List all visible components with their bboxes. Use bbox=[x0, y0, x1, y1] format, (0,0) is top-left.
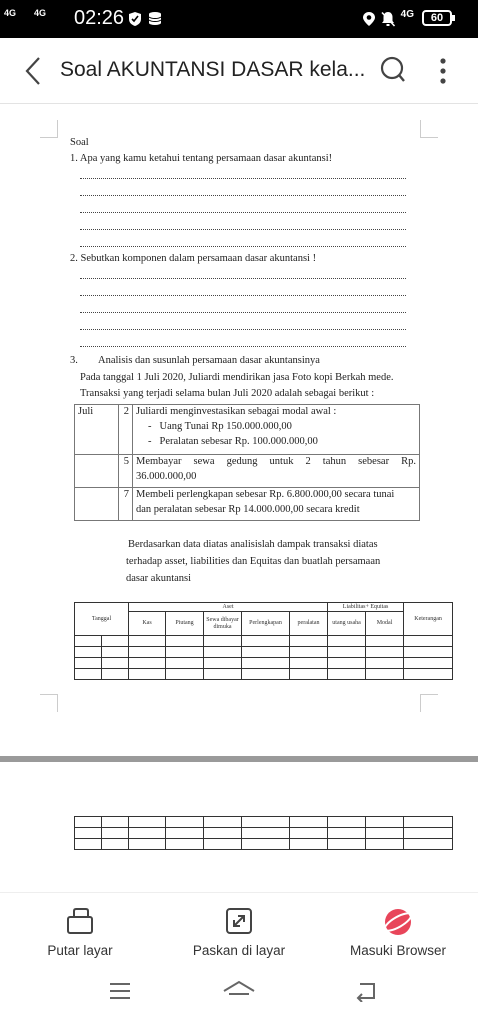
browser-label: Masuki Browser bbox=[349, 943, 447, 958]
answer-line bbox=[80, 278, 406, 279]
answer-line bbox=[80, 312, 406, 313]
col-piutang: Piutang bbox=[166, 612, 204, 636]
clock: 02:26 bbox=[74, 7, 125, 29]
browser-icon bbox=[383, 907, 413, 937]
col-peralatan: peralatan bbox=[290, 612, 328, 636]
question-2: 2. Sebutkan komponen dalam persamaan dasar akuntansi ! bbox=[70, 253, 317, 264]
table-row bbox=[75, 636, 453, 647]
tx-text: Membeli perlengkapan sebesar Rp. 6.800.000,00 secara tunai bbox=[136, 489, 395, 500]
answer-line bbox=[80, 295, 406, 296]
answer-line bbox=[80, 178, 406, 179]
tx-text: Peralatan sebesar Rp. 100.000.000,00 bbox=[159, 436, 318, 447]
home-icon[interactable] bbox=[222, 980, 256, 1002]
mute-icon bbox=[380, 11, 396, 27]
tx-text: dan peralatan sebesar Rp 14.000.000,00 secara kredit bbox=[136, 504, 360, 515]
col-utang-usaha: utang usaha bbox=[328, 612, 366, 636]
table-row bbox=[75, 669, 453, 680]
answer-line bbox=[80, 346, 406, 347]
tx-text: Membayar sewa gedung untuk 2 tahun sebesar Rp. bbox=[136, 456, 416, 467]
fit-screen-button[interactable] bbox=[159, 893, 319, 973]
tx-subitem bbox=[136, 436, 416, 447]
location-icon bbox=[362, 11, 376, 27]
col-tanggal: Tanggal bbox=[75, 603, 129, 636]
tx-month-empty bbox=[75, 455, 119, 488]
crop-mark bbox=[420, 694, 438, 712]
open-browser-button[interactable] bbox=[318, 893, 478, 973]
question-1: 1. Apa yang kamu ketahui tentang persamaan dasar akuntansi! bbox=[70, 153, 333, 164]
battery-icon: 60 bbox=[422, 10, 452, 26]
bullet: - bbox=[148, 421, 152, 432]
instruction-line-1: Berdasarkan data diatas analisislah dampak transaksi diatas bbox=[128, 539, 378, 550]
crop-mark bbox=[40, 120, 58, 138]
table-row bbox=[75, 828, 453, 839]
crop-mark bbox=[420, 120, 438, 138]
tx-date: 7 bbox=[119, 488, 133, 521]
search-icon[interactable] bbox=[380, 56, 406, 84]
tx-date: 5 bbox=[119, 455, 133, 488]
tx-description bbox=[133, 455, 420, 488]
col-perlengkapan: Perlengkapan bbox=[242, 612, 290, 636]
question-3: Analisis dan susunlah persamaan dasar akuntansinya bbox=[98, 355, 320, 366]
tx-text: Uang Tunai Rp 150.000.000,00 bbox=[159, 421, 292, 432]
signal-icon-1: 4G bbox=[4, 8, 17, 18]
recent-apps-icon[interactable] bbox=[108, 980, 132, 1002]
document-page-2 bbox=[0, 762, 478, 892]
col-sewa: Sewa dibayar dimuka bbox=[204, 612, 242, 636]
col-kas: Kas bbox=[129, 612, 166, 636]
tx-description bbox=[133, 405, 420, 455]
answer-line bbox=[80, 329, 406, 330]
tx-date: 2 bbox=[119, 405, 133, 455]
more-options-icon[interactable] bbox=[440, 58, 446, 84]
status-bar bbox=[0, 0, 478, 38]
answer-line bbox=[80, 229, 406, 230]
tx-month: Juli bbox=[75, 405, 119, 455]
database-icon bbox=[148, 11, 164, 27]
table-row bbox=[75, 817, 453, 828]
answer-line bbox=[80, 195, 406, 196]
network-label: 4G bbox=[400, 9, 414, 20]
fit-screen-icon bbox=[225, 907, 253, 935]
transaction-table bbox=[74, 404, 420, 521]
col-modal: Modal bbox=[366, 612, 404, 636]
tx-month-empty bbox=[75, 488, 119, 521]
tx-text: 36.000.000,00 bbox=[136, 471, 197, 482]
question-3-number: 3. bbox=[70, 355, 78, 366]
bullet: - bbox=[148, 436, 152, 447]
rotate-icon bbox=[66, 907, 94, 935]
page-title: Soal AKUNTANSI DASAR kela... bbox=[60, 58, 366, 81]
table-row bbox=[75, 647, 453, 658]
back-nav-icon[interactable] bbox=[354, 980, 378, 1002]
shield-icon bbox=[128, 11, 142, 27]
intro-line-2: Transaksi yang terjadi selama bulan Juli 2020 adalah sebagai berikut : bbox=[80, 388, 375, 399]
back-button[interactable] bbox=[24, 56, 42, 86]
signal-icon-2: 4G bbox=[34, 8, 47, 18]
answer-line bbox=[80, 246, 406, 247]
tx-description bbox=[133, 488, 420, 521]
col-liabilitas-equitas: Liabilitas+ Equitas bbox=[328, 603, 404, 612]
document-page-1 bbox=[0, 104, 478, 756]
bottom-toolbar bbox=[0, 892, 478, 972]
col-aset: Aset bbox=[129, 603, 328, 612]
intro-line-1: Pada tanggal 1 Juli 2020, Juliardi mendirikan jasa Foto kopi Berkah mede. bbox=[80, 372, 394, 383]
table-row bbox=[75, 839, 453, 850]
fit-screen-label: Paskan di layar bbox=[192, 943, 286, 958]
instruction-line-3: dasar akuntansi bbox=[126, 573, 192, 584]
document-viewer[interactable] bbox=[0, 104, 478, 892]
answer-line bbox=[80, 212, 406, 213]
table-row bbox=[75, 658, 453, 669]
system-nav-bar bbox=[0, 972, 478, 1010]
col-keterangan: Keterangan bbox=[404, 603, 453, 636]
tx-text: Juliardi menginvestasikan sebagai modal awal : bbox=[136, 406, 337, 417]
equation-grid-continued bbox=[74, 816, 453, 850]
rotate-screen-button[interactable] bbox=[0, 893, 160, 973]
instruction-line-2: terhadap asset, liabilities dan Equitas dan buatlah persamaan bbox=[126, 556, 381, 567]
rotate-label: Putar layar bbox=[47, 943, 113, 958]
equation-grid bbox=[74, 602, 453, 680]
app-bar bbox=[0, 38, 478, 104]
doc-heading: Soal bbox=[70, 137, 89, 148]
crop-mark bbox=[40, 694, 58, 712]
tx-subitem bbox=[136, 421, 416, 432]
